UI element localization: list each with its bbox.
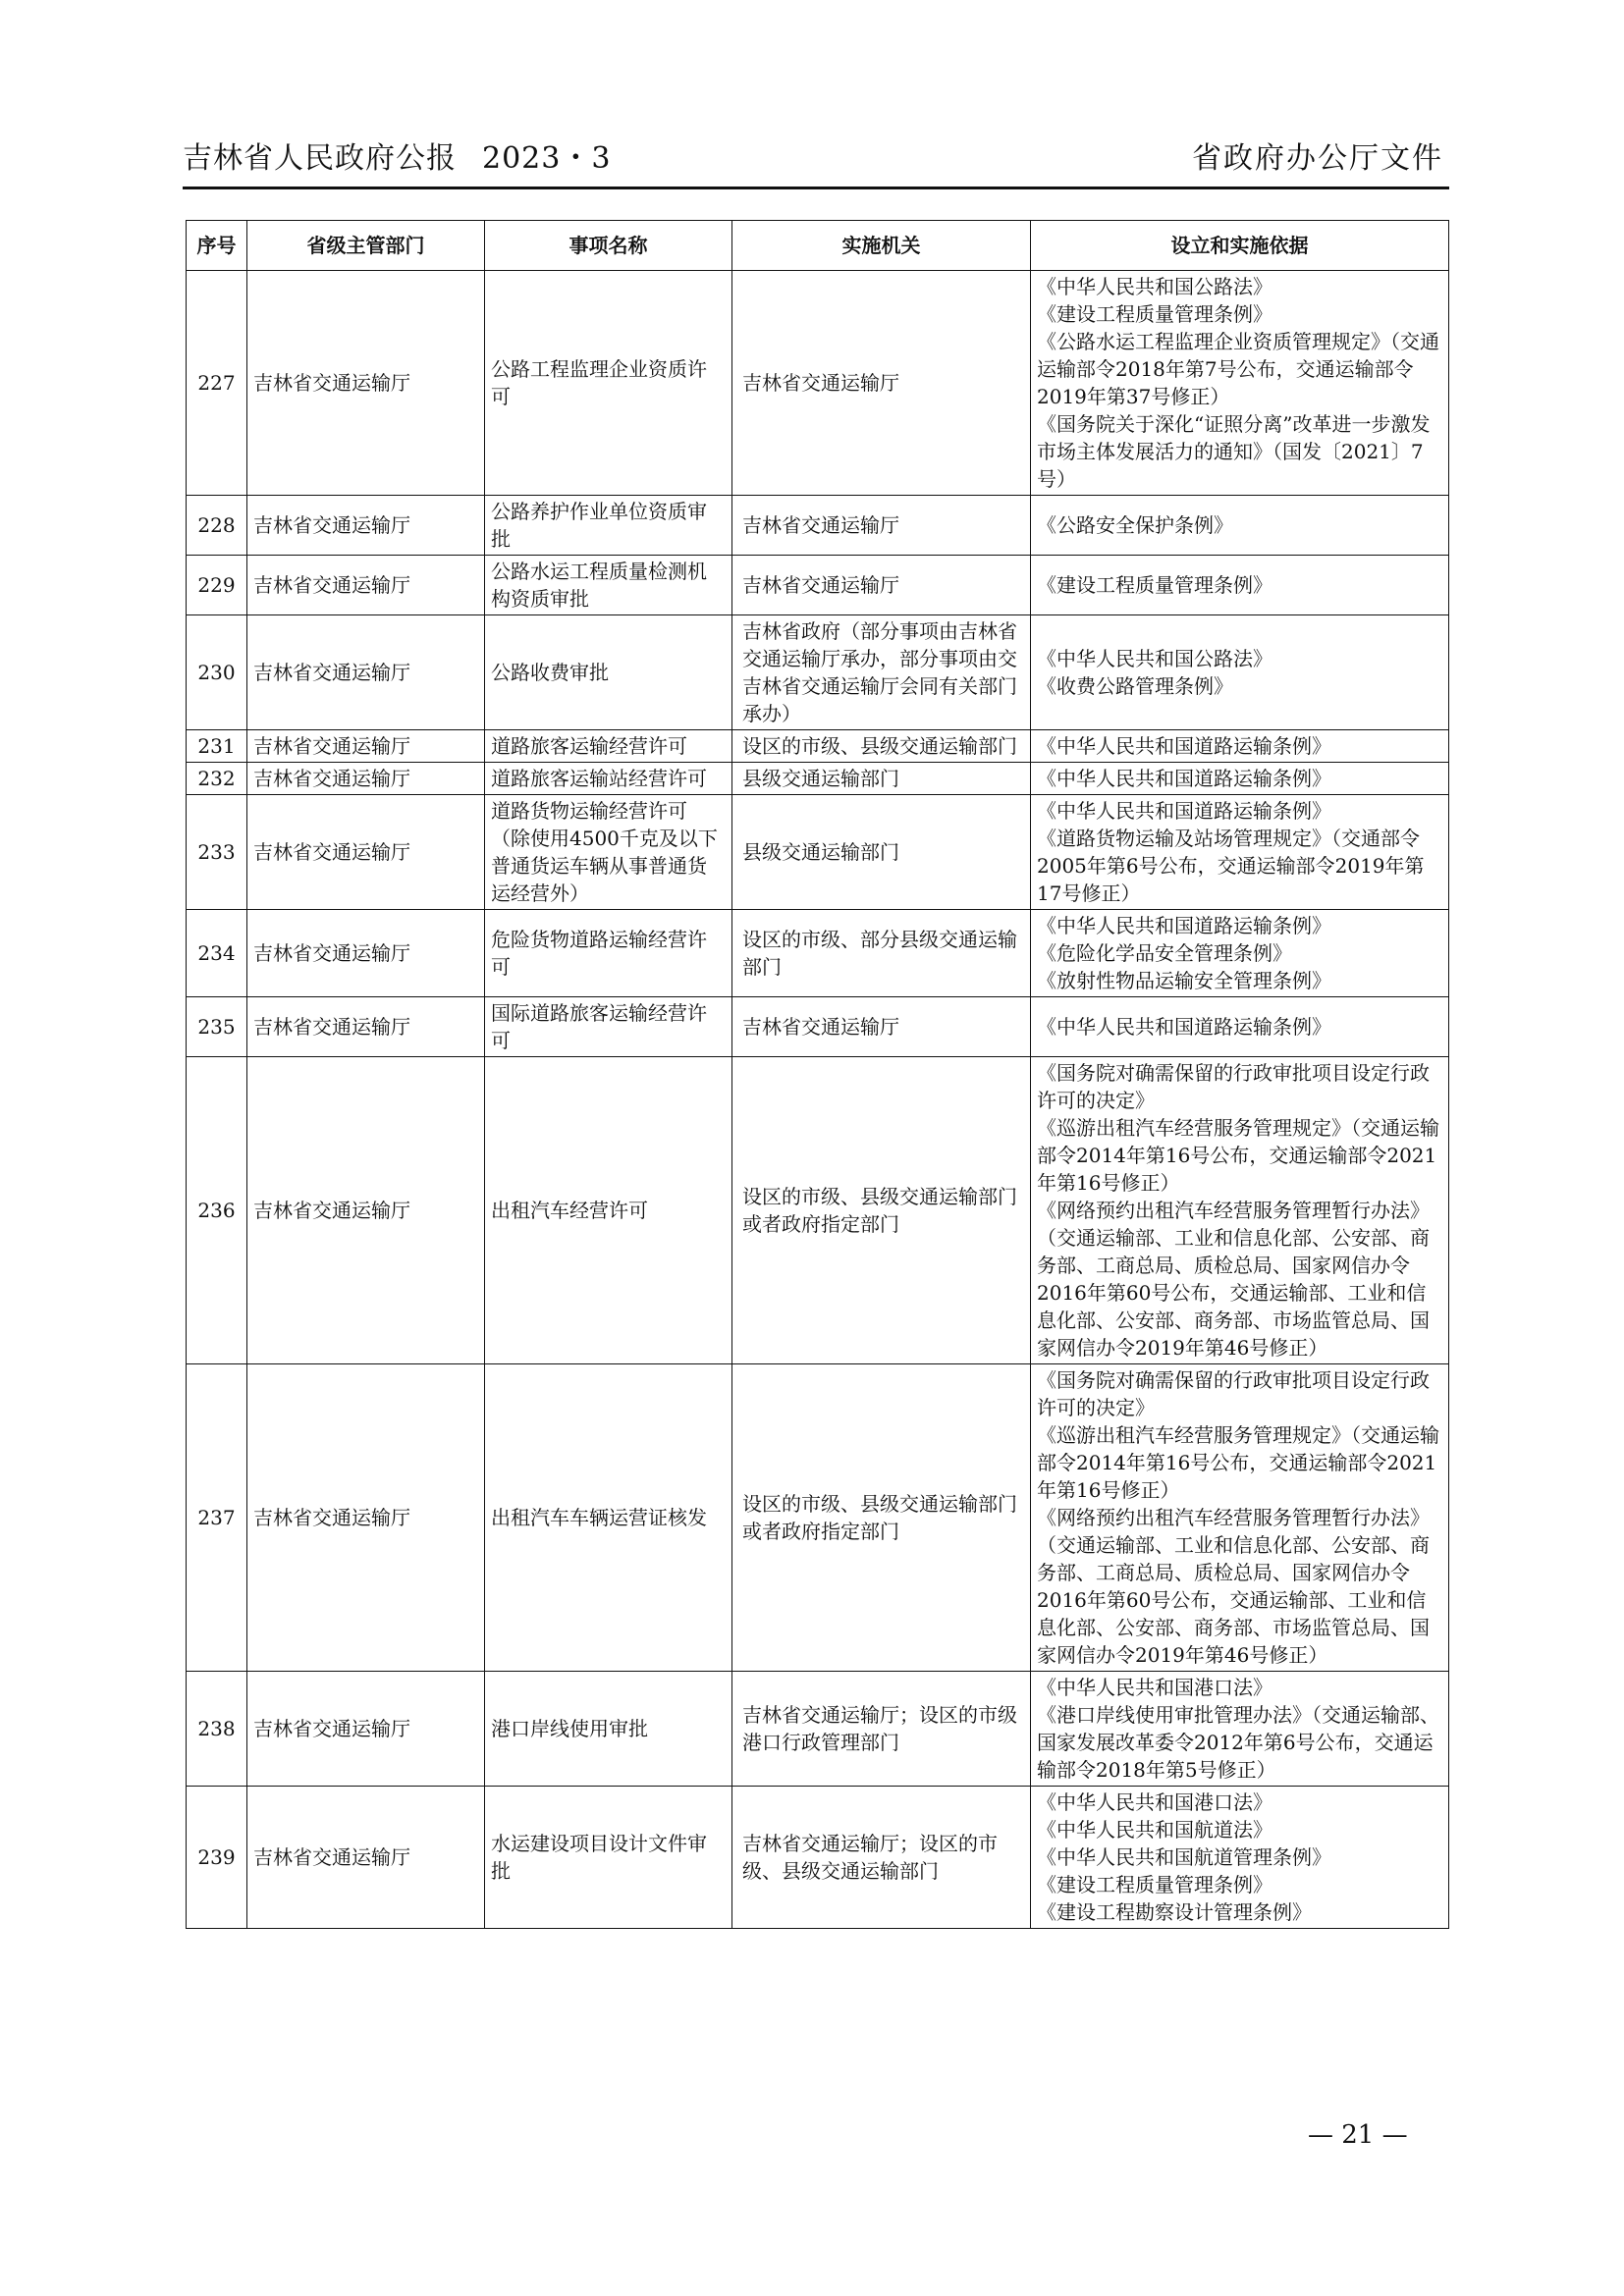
basis-line: 《国务院关于深化“证照分离”改革进一步激发市场主体发展活力的通知》（国发〔2021〕7号）: [1037, 412, 1431, 491]
row-dept: 吉林省交通运输厅: [247, 795, 485, 910]
row-no: 235: [187, 997, 247, 1057]
basis-line: 《港口岸线使用审批管理办法》（交通运输部、国家发展改革委令2012年第6号公布，交通运输部令2018年第5号修正）: [1037, 1703, 1439, 1782]
row-agency: 吉林省交通运输厅；设区的市级、县级交通运输部门: [732, 1787, 1031, 1929]
row-no: 239: [187, 1787, 247, 1929]
row-no: 228: [187, 496, 247, 556]
row-item: 公路工程监理企业资质许可: [485, 271, 732, 496]
basis-line: 《中华人民共和国航道管理条例》: [1037, 1845, 1331, 1869]
row-no: 227: [187, 271, 247, 496]
basis-line: 《道路货物运输及站场管理规定》（交通部令2005年第6号公布，交通运输部令2019年第17号修正）: [1037, 827, 1425, 905]
row-no: 229: [187, 556, 247, 615]
row-dept: 吉林省交通运输厅: [247, 910, 485, 997]
row-item: 道路货物运输经营许可（除使用4500千克及以下普通货运车辆从事普通货运经营外）: [485, 795, 732, 910]
row-basis: [1031, 730, 1449, 763]
basis-line: 《中华人民共和国港口法》: [1037, 1676, 1272, 1699]
basis-line: 《中华人民共和国道路运输条例》: [1037, 914, 1331, 937]
row-dept: 吉林省交通运输厅: [247, 496, 485, 556]
table-row: [187, 615, 1449, 730]
row-agency: 设区的市级、县级交通运输部门或者政府指定部门: [732, 1364, 1031, 1672]
row-basis: [1031, 1057, 1449, 1364]
basis-line: 《网络预约出租汽车经营服务管理暂行办法》（交通运输部、工业和信息化部、公安部、商务部、工商总局、质检总局、国家网信办令2016年第60号公布，交通运输部、工业和信息化部、公安部、商务部、市场监管总局、国家网信办令2019年第46号修正）: [1037, 1199, 1430, 1360]
row-dept: 吉林省交通运输厅: [247, 271, 485, 496]
table-row: [187, 730, 1449, 763]
approval-items-table: [186, 220, 1449, 1929]
basis-line: 《建设工程质量管理条例》: [1037, 302, 1272, 326]
row-agency: 设区的市级、县级交通运输部门: [732, 730, 1031, 763]
row-basis: [1031, 496, 1449, 556]
row-agency: 吉林省交通运输厅: [732, 271, 1031, 496]
row-dept: 吉林省交通运输厅: [247, 730, 485, 763]
row-basis: [1031, 1672, 1449, 1787]
row-dept: 吉林省交通运输厅: [247, 1672, 485, 1787]
row-no: 232: [187, 763, 247, 795]
row-item: 道路旅客运输站经营许可: [485, 763, 732, 795]
table-header-row: [187, 221, 1449, 271]
row-dept: 吉林省交通运输厅: [247, 1364, 485, 1672]
row-no: 234: [187, 910, 247, 997]
row-basis: [1031, 556, 1449, 615]
col-header-agency: 实施机关: [732, 221, 1031, 271]
table-row: [187, 1672, 1449, 1787]
table-row: [187, 271, 1449, 496]
publication-title: 吉林省人民政府公报: [183, 141, 457, 176]
col-header-item: 事项名称: [485, 221, 732, 271]
row-dept: 吉林省交通运输厅: [247, 1787, 485, 1929]
col-header-no: 序号: [187, 221, 247, 271]
row-agency: 吉林省政府（部分事项由吉林省交通运输厅承办，部分事项由交吉林省交通运输厅会同有关部门承办）: [732, 615, 1031, 730]
basis-line: 《中华人民共和国公路法》: [1037, 647, 1272, 670]
basis-line: 《公路安全保护条例》: [1037, 513, 1233, 537]
row-agency: 吉林省交通运输厅: [732, 556, 1031, 615]
row-item: 危险货物道路运输经营许可: [485, 910, 732, 997]
basis-line: 《巡游出租汽车经营服务管理规定》（交通运输部令2014年第16号公布，交通运输部令2021年第16号修正）: [1037, 1116, 1439, 1195]
row-basis: [1031, 795, 1449, 910]
row-no: 237: [187, 1364, 247, 1672]
row-dept: 吉林省交通运输厅: [247, 556, 485, 615]
basis-line: 《建设工程勘察设计管理条例》: [1037, 1900, 1312, 1924]
basis-line: 《国务院对确需保留的行政审批项目设定行政许可的决定》: [1037, 1061, 1430, 1112]
row-item: 出租汽车经营许可: [485, 1057, 732, 1364]
row-basis: [1031, 997, 1449, 1057]
row-no: 238: [187, 1672, 247, 1787]
row-basis: [1031, 615, 1449, 730]
col-header-basis: 设立和实施依据: [1031, 221, 1449, 271]
table-row: [187, 1787, 1449, 1929]
basis-line: 《网络预约出租汽车经营服务管理暂行办法》（交通运输部、工业和信息化部、公安部、商务部、工商总局、质检总局、国家网信办令2016年第60号公布，交通运输部、工业和信息化部、公安部、商务部、市场监管总局、国家网信办令2019年第46号修正）: [1037, 1506, 1430, 1667]
row-basis: [1031, 1364, 1449, 1672]
row-agency: 吉林省交通运输厅: [732, 496, 1031, 556]
row-item: 公路养护作业单位资质审批: [485, 496, 732, 556]
row-no: 236: [187, 1057, 247, 1364]
basis-line: 《中华人民共和国港口法》: [1037, 1790, 1272, 1814]
row-dept: 吉林省交通运输厅: [247, 763, 485, 795]
basis-line: 《公路水运工程监理企业资质管理规定》（交通运输部令2018年第7号公布，交通运输部令2019年第37号修正）: [1037, 330, 1439, 408]
basis-line: 《建设工程质量管理条例》: [1037, 1873, 1272, 1896]
table-row: [187, 795, 1449, 910]
basis-line: 《中华人民共和国道路运输条例》: [1037, 767, 1331, 790]
row-no: 230: [187, 615, 247, 730]
table-row: [187, 997, 1449, 1057]
row-item: 公路水运工程质量检测机构资质审批: [485, 556, 732, 615]
row-item: 出租汽车车辆运营证核发: [485, 1364, 732, 1672]
header-section: 省政府办公厅文件: [1192, 141, 1443, 176]
table-row: [187, 496, 1449, 556]
page-number: — 21 —: [1308, 2120, 1408, 2150]
basis-line: 《中华人民共和国航道法》: [1037, 1818, 1272, 1842]
row-agency: 县级交通运输部门: [732, 763, 1031, 795]
row-item: 公路收费审批: [485, 615, 732, 730]
row-item: 水运建设项目设计文件审批: [485, 1787, 732, 1929]
row-agency: 吉林省交通运输厅；设区的市级港口行政管理部门: [732, 1672, 1031, 1787]
table-row: [187, 763, 1449, 795]
basis-line: 《建设工程质量管理条例》: [1037, 573, 1272, 597]
basis-line: 《放射性物品运输安全管理条例》: [1037, 969, 1331, 992]
issue-number: 2023・3: [482, 141, 612, 176]
row-basis: [1031, 763, 1449, 795]
basis-line: 《国务院对确需保留的行政审批项目设定行政许可的决定》: [1037, 1368, 1430, 1419]
row-agency: 设区的市级、县级交通运输部门或者政府指定部门: [732, 1057, 1031, 1364]
col-header-dept: 省级主管部门: [247, 221, 485, 271]
header-publication: [183, 133, 611, 177]
row-agency: 设区的市级、部分县级交通运输部门: [732, 910, 1031, 997]
row-basis: [1031, 1787, 1449, 1929]
row-no: 231: [187, 730, 247, 763]
basis-line: 《中华人民共和国道路运输条例》: [1037, 1015, 1331, 1039]
page-header: [183, 126, 1449, 189]
row-basis: [1031, 910, 1449, 997]
basis-line: 《中华人民共和国道路运输条例》: [1037, 734, 1331, 758]
row-basis: [1031, 271, 1449, 496]
row-agency: 县级交通运输部门: [732, 795, 1031, 910]
row-no: 233: [187, 795, 247, 910]
row-item: 港口岸线使用审批: [485, 1672, 732, 1787]
basis-line: 《巡游出租汽车经营服务管理规定》（交通运输部令2014年第16号公布，交通运输部令2021年第16号修正）: [1037, 1423, 1439, 1502]
row-dept: 吉林省交通运输厅: [247, 997, 485, 1057]
table-row: [187, 910, 1449, 997]
basis-line: 《危险化学品安全管理条例》: [1037, 941, 1292, 965]
row-dept: 吉林省交通运输厅: [247, 1057, 485, 1364]
table-row: [187, 1364, 1449, 1672]
row-dept: 吉林省交通运输厅: [247, 615, 485, 730]
table-row: [187, 1057, 1449, 1364]
row-item: 国际道路旅客运输经营许可: [485, 997, 732, 1057]
basis-line: 《中华人民共和国公路法》: [1037, 275, 1272, 298]
basis-line: 《中华人民共和国道路运输条例》: [1037, 799, 1331, 823]
row-agency: 吉林省交通运输厅: [732, 997, 1031, 1057]
table-row: [187, 556, 1449, 615]
row-item: 道路旅客运输经营许可: [485, 730, 732, 763]
basis-line: 《收费公路管理条例》: [1037, 674, 1233, 698]
